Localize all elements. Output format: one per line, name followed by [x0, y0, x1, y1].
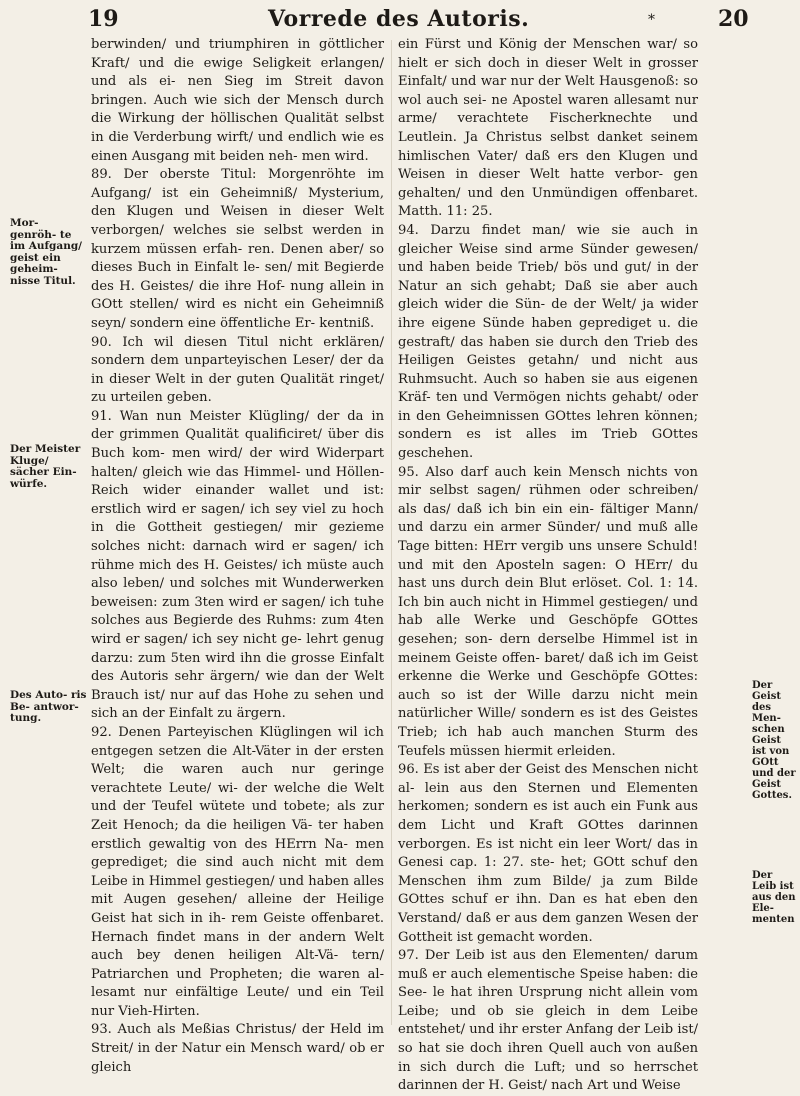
page-number-left: 19	[88, 6, 119, 32]
page-header	[0, 4, 800, 34]
paragraph: 95. Also darf auch kein Mensch nichts von mir selbst sagen/ rühmen oder schreiben/ als das/ daß ich bin ein ein- fältiger Mann/ und darzu ein armer Sünder/ und muß alle Tage bitten: HErr vergib uns unsere Schuld! und mit den Aposteln sagen: O HErr/ du hast uns durch dein Blut erlöset. Col. 1: 14. Ich bin auch nicht in Himmel gestiegen/ und hab alle Werke und Geschöpfe GOttes gesehen; son- dern derselbe Himmel ist in meinem Geiste offen- baret/ daß ich im Geist erkenne die Werke und Geschöpfe GOttes: auch so ist der Wille darzu nicht mein natürlicher Wille/ sondern es ist des Geistes Trieb; ich hab auch manchen Sturm des Teufels müssen hiermit erleiden.	[398, 464, 698, 759]
margin-note: Mor- genröh- te im Aufgang/ geist ein geheim- nisse Titul.	[10, 217, 83, 287]
column-gutter	[391, 40, 392, 1025]
paragraph: 93. Auch als Meßias Christus/ der Held im Streit/ in der Natur ein Mensch ward/ ob er gleich	[91, 1022, 384, 1075]
margin-note: Des Auto- ris Be- antwor- tung.	[10, 689, 87, 724]
margin-note: Der Meister Kluge/ sächer Ein- würfe.	[10, 443, 81, 490]
margin-note: Der Geist des Men- schen Geist ist von GOtt und der Geist Gottes.	[752, 680, 796, 801]
right-column	[398, 36, 698, 1096]
paragraph: 90. Ich wil diesen Titul nicht erklären/ sondern dem unparteyischen Leser/ der da in dieser Welt in der guten Qualität ringet/ zu urteilen geben.	[91, 334, 384, 406]
paragraph: 91. Wan nun Meister Klügling/ der da in der grimmen Qualität qualificiret/ über dis Buch kom- men wird/ der wird Widerpart halten/ gleich wie das Himmel- und Höllen-Reich wider einander wallet und ist: erstlich wird er sagen/ ich sey viel zu hoch in die Gottheit gestiegen/ mir gezieme solches nicht: darnach wird er sagen/ ich rühme mich des H. Geistes/ ich müste auch also leben/ und solches mit Wunderwerken beweisen: zum 3ten wird er sagen/ ich tuhe solches aus Begierde des Ruhms: zum 4ten wird er sagen/ ich sey nicht ge- lehrt genug darzu: zum 5ten wird ihn die grosse Einfalt des Autoris sehr ärgern/ wie dan der Welt Brauch ist/ nur auf das Hohe zu sehen und sich an der Einfalt zu ärgern.	[91, 408, 384, 722]
left-column	[91, 36, 384, 1077]
signature-mark: *	[648, 12, 655, 28]
paragraph: berwinden/ und triumphiren in göttlicher Kraft/ und die ewige Seligkeit erlangen/ und als ei- nen Sieg im Streit davon bringen. Auch wie sich der Mensch durch die Wirkung der höllischen Qualität selbst in die Verderbung wirft/ und endlich wie es einen Ausgang mit beiden neh- men wird.	[91, 37, 384, 164]
paragraph: 94. Darzu findet man/ wie sie auch in gleicher Weise sind arme Sünder gewesen/ und haben beide Trieb/ bös und gut/ in der Natur an sich gehabt; Daß sie aber auch gleich wider die Sün- de der Welt/ ja wider ihre eigene Sünde haben geprediget u. die gestraft/ das haben sie durch den Trieb des Heiligen Geistes getahn/ und nicht aus Ruhmsucht. Auch so haben sie aus eigenen Kräf- ten und Vermögen nichts gehabt/ oder in den Geheimnissen GOttes lehren können; sondern es ist alles im Trieb GOttes geschehen.	[398, 222, 698, 462]
paragraph: 96. Es ist aber der Geist des Menschen nicht al- lein aus den Sternen und Elementen herkomen; sondern es ist auch ein Funk aus dem Licht und Kraft GOttes darinnen verborgen. Es ist nicht ein leer Wort/ das in Genesi cap. 1: 27. ste- het; GOtt schuf den Menschen ihm zum Bilde/ ja zum Bilde GOttes schuf er ihn. Dan es hat eben den Verstand/ daß er aus dem ganzen Wesen der Gottheit ist gemacht worden.	[398, 762, 698, 945]
margin-note: Der Leib ist aus den Ele- menten	[752, 870, 796, 925]
page-title: Vorrede des Autoris.	[268, 6, 530, 32]
paragraph: 97. Der Leib ist aus den Elementen/ darum muß er auch elementische Speise haben: die See- le hat ihren Ursprung nicht allein vom Leibe; und ob sie gleich in dem Leibe entstehet/ und ihr erster Anfang der Leib ist/ so hat sie doch ihren Quell auch von außen in sich durch die Luft; und so herrschet darinnen der H. Geist/ nach Art und Weise	[398, 948, 698, 1094]
paragraph: 92. Denen Parteyischen Klüglingen wil ich entgegen setzen die Alt-Väter in der ersten Welt; die waren auch nur geringe verachtete Leute/ wi- der welche die Welt und der Teufel wütete und tobete; als zur Zeit Henoch; da die heiligen Vä- ter haben erstlich gewaltig von des HErrn Na- men geprediget; die sind auch nicht mit dem Leibe in Himmel gestiegen/ und haben alles mit Augen gesehen/ alleine der Heilige Geist hat sich in ih- rem Geiste offenbaret. Hernach findet mans in der andern Welt auch bey denen heiligen Alt-Vä- tern/ Patriarchen und Propheten; die waren al- lesamt nur einfältige Leute/ und ein Teil nur Vieh-Hirten.	[91, 724, 384, 1019]
page-number-right: 20	[718, 6, 749, 32]
paragraph: ein Fürst und König der Menschen war/ so hielt er sich doch in dieser Welt in grosser Einfalt/ und war nur der Welt Hausgenoß: so wol auch sei- ne Apostel waren allesamt nur arme/ verachtete Fischerknechte und Leutlein. Ja Christus selbst danket seinem himlischen Vater/ daß ers den Klugen und Weisen in dieser Welt hatte verbor- gen gehalten/ und den Unmündigen offenbaret. Matth. 11: 25.	[398, 37, 698, 220]
paragraph: 89. Der oberste Titul: Morgenröhte im Aufgang/ ist ein Geheimniß/ Mysterium, den Klugen und Weisen in dieser Welt verborgen/ welches sie selbst werden in kurzem müssen erfah- ren. Denen aber/ so dieses Buch in Einfalt le- sen/ mit Begierde des H. Geistes/ die ihre Hof- nung allein in GOtt stellen/ wird es nicht ein Geheimniß seyn/ sondern eine öffentliche Er- kentniß.	[91, 167, 384, 331]
